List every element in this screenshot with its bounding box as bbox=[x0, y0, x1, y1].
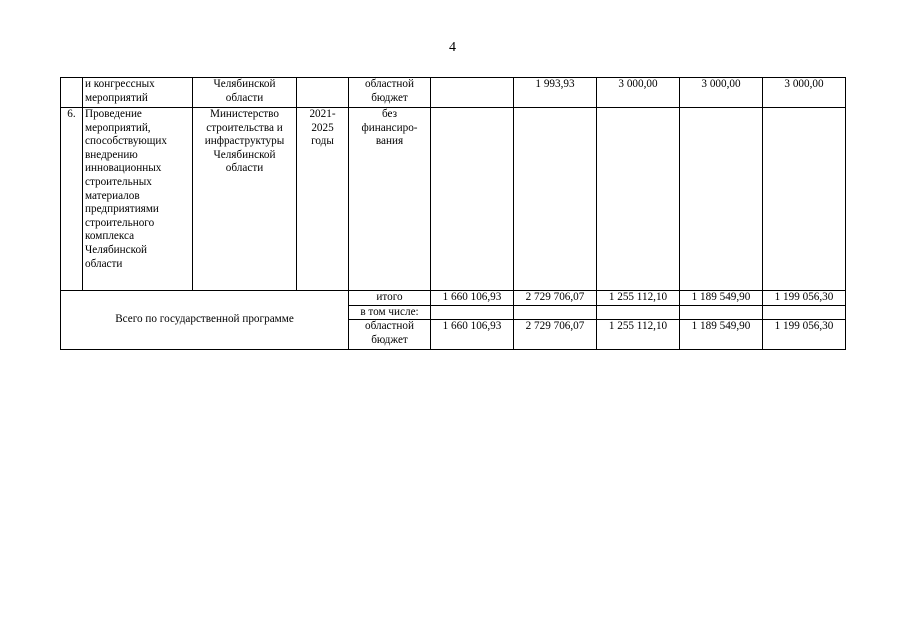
funding-source-cell: областной бюджет bbox=[349, 78, 431, 108]
value-cell: 3 000,00 bbox=[597, 78, 680, 108]
page-number: 4 bbox=[449, 40, 456, 55]
value-cell bbox=[514, 305, 597, 320]
funding-source-cell: областной бюджет bbox=[349, 320, 431, 350]
funding-source-cell: без финансиро- вания bbox=[349, 108, 431, 291]
activity-name-cell: и конгрессных мероприятий bbox=[83, 78, 193, 108]
period-cell bbox=[297, 78, 349, 108]
value-cell bbox=[514, 108, 597, 291]
executor-cell: Министерство строительства и инфраструктуры Челябинской области bbox=[193, 108, 297, 291]
value-cell: 1 189 549,90 bbox=[680, 320, 763, 350]
value-cell bbox=[597, 108, 680, 291]
value-cell: 1 255 112,10 bbox=[597, 291, 680, 306]
value-cell: 2 729 706,07 bbox=[514, 320, 597, 350]
program-total-label: Всего по государственной программе bbox=[61, 291, 349, 350]
value-cell: 1 199 056,30 bbox=[763, 320, 846, 350]
program-budget-table bbox=[60, 77, 846, 350]
value-cell bbox=[431, 305, 514, 320]
value-cell: 3 000,00 bbox=[680, 78, 763, 108]
funding-source-cell: в том числе: bbox=[349, 305, 431, 320]
value-cell: 1 993,93 bbox=[514, 78, 597, 108]
value-cell bbox=[680, 108, 763, 291]
row-number-cell: 6. bbox=[61, 108, 83, 291]
value-cell: 3 000,00 bbox=[763, 78, 846, 108]
table-row-item-6 bbox=[61, 108, 846, 291]
value-cell: 1 660 106,93 bbox=[431, 291, 514, 306]
value-cell bbox=[597, 305, 680, 320]
activity-name-cell: Проведение мероприятий, способствующих внедрению инновационных строительных материалов предприятиями строительного комплекса Челябинской области bbox=[83, 108, 193, 291]
value-cell: 2 729 706,07 bbox=[514, 291, 597, 306]
value-cell bbox=[763, 108, 846, 291]
period-cell: 2021- 2025 годы bbox=[297, 108, 349, 291]
table-row-continuation bbox=[61, 78, 846, 108]
value-cell: 1 255 112,10 bbox=[597, 320, 680, 350]
value-cell bbox=[431, 108, 514, 291]
value-cell bbox=[431, 78, 514, 108]
value-cell: 1 199 056,30 bbox=[763, 291, 846, 306]
value-cell bbox=[763, 305, 846, 320]
value-cell bbox=[680, 305, 763, 320]
row-number-cell bbox=[61, 78, 83, 108]
value-cell: 1 660 106,93 bbox=[431, 320, 514, 350]
value-cell: 1 189 549,90 bbox=[680, 291, 763, 306]
table-row-total-itogo bbox=[61, 291, 846, 306]
funding-source-cell: итого bbox=[349, 291, 431, 306]
executor-cell: Челябинской области bbox=[193, 78, 297, 108]
